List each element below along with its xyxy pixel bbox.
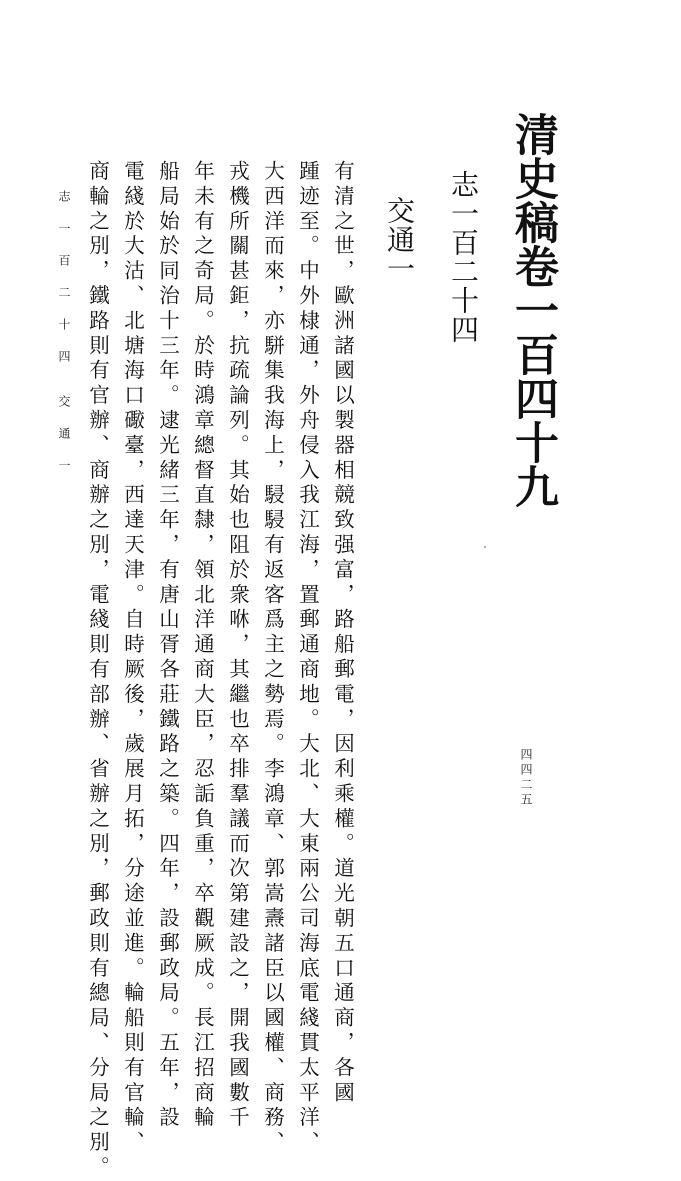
text-column: 年未有之奇局。於時鴻章總督直隸，領北洋通商大臣，忍詬負重，卒觀厥成。長江招商輪 xyxy=(190,160,215,1132)
text-column: 電綫於大沽、北塘海口礮臺，西達天津。自時厥後，歲展月拓，分途並進。輪船則有官輪、 xyxy=(120,160,145,1156)
book-title: 清史稿卷一百四十九 xyxy=(507,112,558,508)
text-column: 船局始於同治十三年。逮光緒三年，有唐山胥各莊鐵路之築。四年，設郵政局。五年，設 xyxy=(155,160,180,1132)
text-column: 商輪之別，鐵路則有官辦、商辦之別，電綫則有部辦、省辦之別，郵政則有總局、分局之別。 xyxy=(85,160,110,1181)
page-number: 四四二五 xyxy=(519,748,533,808)
text-column: 踵迹至。中外棣通，外舟侵入我江海，置郵通商地。大北、大東兩公司海底電綫貫太平洋、 xyxy=(295,160,320,1156)
margin-label: 志 一 百 二 十 四 交 通 一 xyxy=(57,190,71,474)
section-title: 交通一 xyxy=(383,196,416,283)
volume-label: 志一百二十四 xyxy=(447,170,480,344)
text-column: 大西洋而來，亦駢集我海上，駸駸有返客爲主之勢焉。李鴻章、郭嵩燾諸臣以國權、商務、 xyxy=(260,160,285,1156)
scan-speck xyxy=(484,546,486,548)
text-column: 戎機所關甚鉅，抗疏論列。其始也阻於衆咻，其繼也卒排羣議而次第建設之，開我國數千 xyxy=(225,160,250,1132)
text-column: 有清之世，歐洲諸國以製器相競致强富，路船郵電，因利乘權。道光朝五口通商，各國 xyxy=(330,160,355,1107)
